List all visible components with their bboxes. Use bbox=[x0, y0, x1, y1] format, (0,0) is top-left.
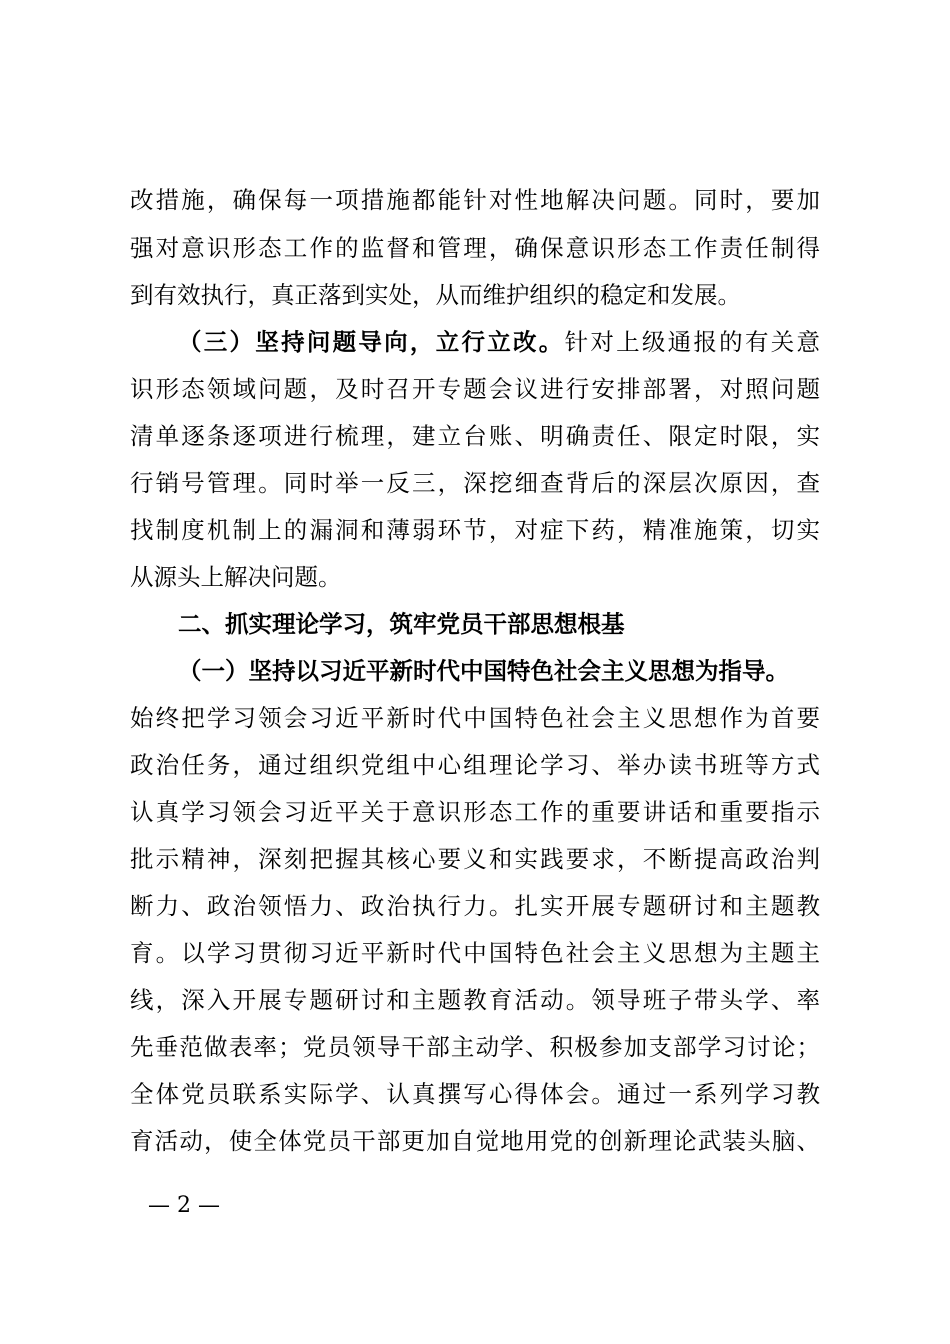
paragraph-line: 始终把学习领会习近平新时代中国特色社会主义思想作为首要 bbox=[130, 704, 820, 732]
page-number: — 2 — bbox=[148, 1193, 220, 1218]
paragraph-line: 断力、政治领悟力、政治执行力。扎实开展专题研讨和主题教 bbox=[130, 892, 820, 920]
paragraph-line: 认真学习领会习近平关于意识形态工作的重要讲话和重要指示 bbox=[130, 798, 820, 826]
paragraph-line: 全体党员联系实际学、认真撰写心得体会。通过一系列学习教 bbox=[130, 1080, 820, 1108]
paragraph-line: 育。以学习贯彻习近平新时代中国特色社会主义思想为主题主 bbox=[130, 939, 820, 967]
paragraph-line: 线，深入开展专题研讨和主题教育活动。领导班子带头学、率 bbox=[130, 986, 820, 1014]
paragraph-first-line bbox=[178, 326, 820, 358]
subsection-heading: （三）坚持问题导向，立行立改。 bbox=[178, 328, 565, 356]
paragraph-line: 到有效执行，真正落到实处，从而维护组织的稳定和发展。 bbox=[130, 281, 741, 309]
paragraph-line: 育活动，使全体党员干部更加自觉地用党的创新理论武装头脑、 bbox=[130, 1127, 820, 1155]
paragraph-line: 行销号管理。同时举一反三，深挖细查背后的深层次原因，查 bbox=[130, 469, 820, 497]
subsection-heading: （一）坚持以习近平新时代中国特色社会主义思想为指导。 bbox=[178, 657, 789, 685]
paragraph-line: 清单逐条逐项进行梳理，建立台账、明确责任、限定时限，实 bbox=[130, 422, 820, 450]
paragraph-line: 识形态领域问题，及时召开专题会议进行安排部署，对照问题 bbox=[130, 375, 820, 403]
paragraph-line: 先垂范做表率；党员领导干部主动学、积极参加支部学习讨论； bbox=[130, 1033, 820, 1061]
paragraph-line: 政治任务，通过组织党组中心组理论学习、举办读书班等方式 bbox=[130, 751, 820, 779]
section-heading: 二、抓实理论学习，筑牢党员干部思想根基 bbox=[178, 610, 625, 638]
paragraph-line: 批示精神，深刻把握其核心要义和实践要求，不断提高政治判 bbox=[130, 845, 820, 873]
paragraph-line: 强对意识形态工作的监督和管理，确保意识形态工作责任制得 bbox=[130, 234, 820, 262]
paragraph-line: 改措施，确保每一项措施都能针对性地解决问题。同时，要加 bbox=[130, 186, 820, 214]
paragraph-line: 从源头上解决问题。 bbox=[130, 563, 342, 591]
paragraph-line: 找制度机制上的漏洞和薄弱环节，对症下药，精准施策，切实 bbox=[130, 516, 820, 544]
paragraph-text: 针对上级通报的有关意 bbox=[564, 328, 820, 356]
paragraph-first-line bbox=[178, 655, 838, 687]
